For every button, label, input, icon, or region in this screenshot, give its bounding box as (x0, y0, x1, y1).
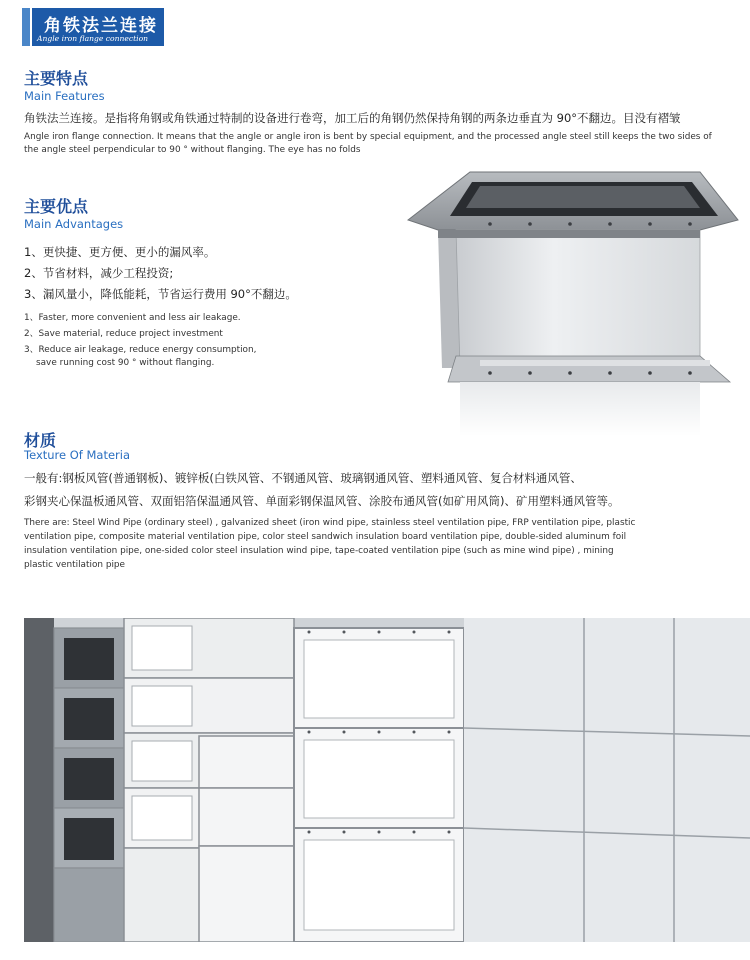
texture-heading-cn: 材质 (24, 431, 57, 450)
texture-text-cn-2: 彩钢夹心保温板通风管、双面铝箔保温通风管、单面彩钢保温风管、涂胶布通风管(如矿用风筒)、矿用塑料通风管等。 (24, 494, 620, 508)
banner-title-en: Angle iron flange connection (37, 34, 149, 43)
banner-box (32, 8, 164, 46)
features-text-en-2: the angle steel perpendicular to 90 ° without flanging. The eye has no folds (24, 145, 361, 155)
features-text-en-1: Angle iron flange connection. It means that the angle or angle iron is bent by special equipment, and the processed angle steel still keeps the two sides of (24, 132, 712, 142)
advantage-item-en-1: 1、Faster, more convenient and less air leakage. (24, 313, 241, 323)
advantage-item-cn-3: 3、漏风量小，降低能耗，节省运行费用 90°不翻边。 (24, 287, 297, 301)
advantage-item-cn-1: 1、更快捷、更方便、更小的漏风率。 (24, 245, 216, 259)
section-banner (22, 8, 164, 46)
advantage-item-en-3: 3、Reduce air leakage, reduce energy consumption, (24, 345, 257, 355)
features-heading-en: Main Features (24, 89, 105, 103)
warehouse-duct-photo (24, 618, 750, 942)
texture-heading-en: Texture Of Materia (24, 448, 131, 462)
advantages-heading-en: Main Advantages (24, 217, 124, 231)
advantages-heading-cn: 主要优点 (24, 197, 89, 216)
texture-text-en-3: insulation ventilation pipe, one-sided color steel insulation wind pipe, tape-coated ventilation pipe (such as mine wind pipe) , mining (24, 546, 614, 556)
advantage-item-en-2: 2、Save material, reduce project investment (24, 329, 223, 339)
texture-text-en-1: There are: Steel Wind Pipe (ordinary steel) , galvanized sheet (iron wind pipe, stainless steel ventilation pipe, FRP ventilation pipe, plastic (24, 518, 636, 528)
texture-text-en-4: plastic ventilation pipe (24, 560, 126, 570)
features-text-cn: 角铁法兰连接。是指将角钢或角铁通过特制的设备进行卷弯，加工后的角钢仍然保持角钢的两条边垂直为 90°不翻边。目没有褶皱 (24, 111, 681, 125)
advantage-item-cn-2: 2、节省材料，减少工程投资; (24, 266, 174, 280)
advantage-item-en-3-cont: save running cost 90 ° without flanging. (36, 358, 215, 368)
texture-text-en-2: ventilation pipe, composite material ventilation pipe, color steel sandwich insulation board ventilation pipe, double-sided aluminum foil (24, 532, 627, 542)
features-heading-cn: 主要特点 (24, 69, 89, 88)
texture-text-cn-1: 一般有:钢板风管(普通钢板)、镀锌板(白铁风管、不钢通风管、玻璃钢通风管、塑料通风管、复合材料通风管、 (24, 471, 582, 485)
banner-title-cn: 角铁法兰连接 (44, 16, 158, 36)
banner-accent-bar (22, 8, 30, 46)
duct-product-photo (400, 168, 740, 436)
